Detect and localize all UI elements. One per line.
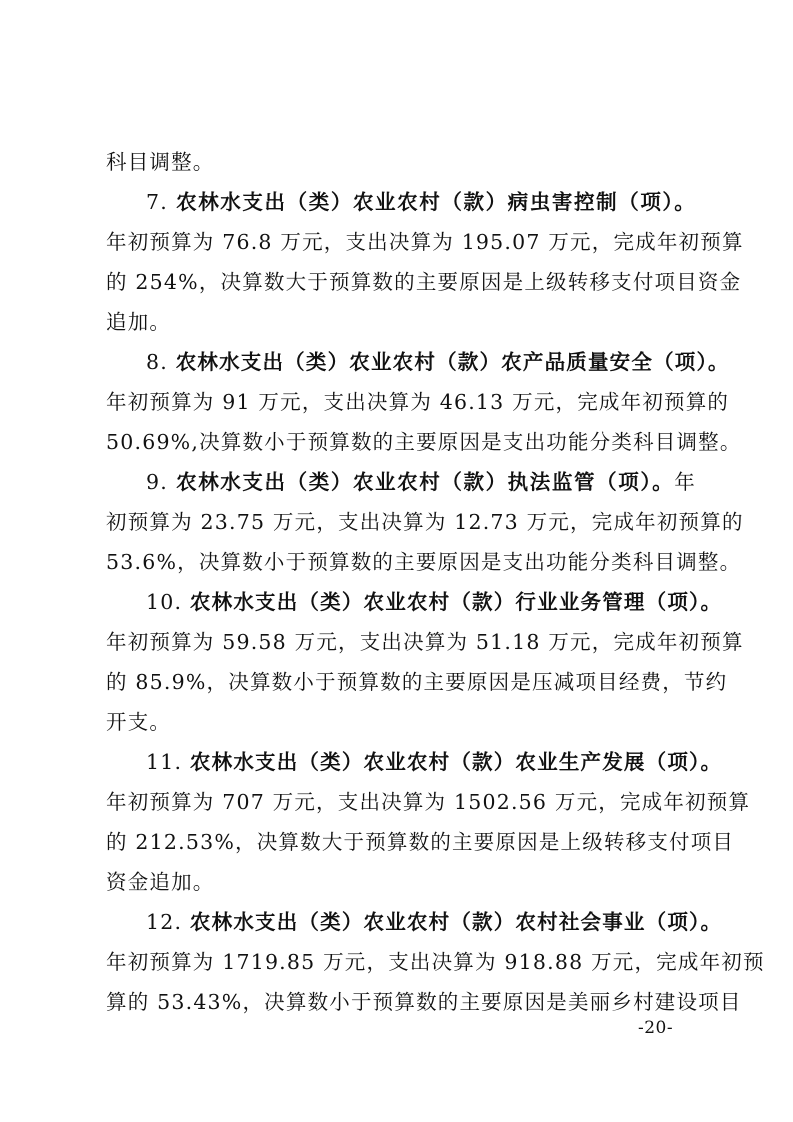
item-heading: 农林水支出（类）农业农村（款）农产品质量安全（项）。 xyxy=(175,350,730,374)
paragraph-line: 年初预算为 1719.85 万元，支出决算为 918.88 万元，完成年初预 xyxy=(106,950,765,974)
paragraph-line: 科目调整。 xyxy=(106,150,215,174)
item-10-heading-line xyxy=(146,582,723,622)
item-heading-tail: 年 xyxy=(674,470,696,494)
item-number: 7. xyxy=(146,190,177,214)
item-heading: 农林水支出（类）农业农村（款）农业生产发展（项）。 xyxy=(189,750,723,774)
item-8-heading-line xyxy=(146,342,730,382)
item-heading: 农林水支出（类）农业农村（款）病虫害控制（项）。 xyxy=(176,190,696,214)
paragraph-line: 算的 53.43%，决算数小于预算数的主要原因是美丽乡村建设项目 xyxy=(106,990,742,1014)
paragraph-line: 的 85.9%，决算数小于预算数的主要原因是压减项目经费，节约 xyxy=(106,670,728,694)
paragraph-line: 年初预算为 59.58 万元，支出决算为 51.18 万元，完成年初预算 xyxy=(106,630,744,654)
paragraph-line: 53.6%，决算数小于预算数的主要原因是支出功能分类科目调整。 xyxy=(106,550,742,574)
paragraph-line: 年初预算为 76.8 万元，支出决算为 195.07 万元，完成年初预算 xyxy=(106,230,744,254)
item-number: 12. xyxy=(146,910,190,934)
item-heading: 农林水支出（类）农业农村（款）行业业务管理（项）。 xyxy=(189,590,723,614)
paragraph-line: 50.69%,决算数小于预算数的主要原因是支出功能分类科目调整。 xyxy=(106,430,742,454)
item-heading: 农林水支出（类）农业农村（款）农村社会事业（项）。 xyxy=(189,910,723,934)
paragraph-line: 年初预算为 707 万元，支出决算为 1502.56 万元，完成年初预算 xyxy=(106,790,751,814)
item-11-heading-line xyxy=(146,742,723,782)
item-heading: 农林水支出（类）农业农村（款）执法监管（项）。 xyxy=(176,470,675,494)
item-12-heading-line xyxy=(146,902,723,942)
paragraph-line: 年初预算为 91 万元，支出决算为 46.13 万元，完成年初预算的 xyxy=(106,390,730,414)
item-number: 10. xyxy=(146,590,190,614)
paragraph-line: 追加。 xyxy=(106,310,172,334)
paragraph-line: 初预算为 23.75 万元，支出决算为 12.73 万元，完成年初预算的 xyxy=(106,510,744,534)
paragraph-line: 的 254%，决算数大于预算数的主要原因是上级转移支付项目资金 xyxy=(106,270,742,294)
item-number: 9. xyxy=(146,470,177,494)
item-number: 11. xyxy=(146,750,190,774)
paragraph-line: 资金追加。 xyxy=(106,870,215,894)
paragraph-line: 开支。 xyxy=(106,710,172,734)
paragraph-line: 的 212.53%，决算数大于预算数的主要原因是上级转移支付项目 xyxy=(106,830,735,854)
page-number: -20- xyxy=(638,1018,674,1038)
item-7-heading-line xyxy=(146,182,696,222)
item-9-heading-line xyxy=(146,462,696,502)
item-number: 8. xyxy=(146,350,176,374)
